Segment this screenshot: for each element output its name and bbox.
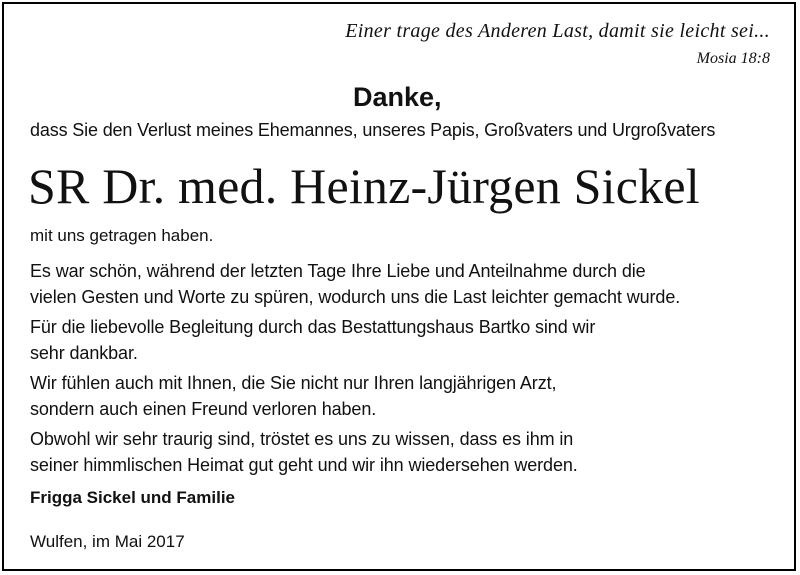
heading-thanks: Danke, [353, 82, 442, 112]
paragraph-gratitude [30, 258, 680, 310]
paragraph-line: seiner himmlischen Heimat gut geht und wir ihn wiedersehen werden. [30, 455, 578, 475]
motto-quote: Einer trage des Anderen Last, damit sie leicht sei... [345, 20, 770, 42]
paragraph-line: sehr dankbar. [30, 343, 138, 363]
paragraph-line: Obwohl wir sehr traurig sind, tröstet es uns zu wissen, dass es ihm in [30, 429, 574, 449]
place-date: Wulfen, im Mai 2017 [30, 532, 185, 551]
carried-line: mit uns getragen haben. [30, 226, 214, 245]
paragraph-funeral-home [30, 314, 595, 366]
paragraph-line: vielen Gesten und Worte zu spüren, wodurch uns die Last leichter gemacht wurde. [30, 287, 681, 307]
signature: Frigga Sickel und Familie [30, 488, 235, 507]
paragraph-consolation [30, 426, 578, 478]
subline-loss: dass Sie den Verlust meines Ehemannes, unseres Papis, Großvaters und Urgroßvaters [30, 120, 716, 140]
motto-source: Mosia 18:8 [696, 50, 770, 67]
deceased-name: SR Dr. med. Heinz-Jürgen Sickel [28, 158, 700, 214]
paragraph-line: Wir fühlen auch mit Ihnen, die Sie nicht nur Ihren langjährigen Arzt, [30, 373, 557, 393]
paragraph-patients [30, 370, 556, 422]
paragraph-line: Es war schön, während der letzten Tage Ihre Liebe und Anteilnahme durch die [30, 261, 646, 281]
paragraph-line: sondern auch einen Freund verloren haben. [30, 399, 377, 419]
paragraph-line: Für die liebevolle Begleitung durch das Bestattungshaus Bartko sind wir [30, 317, 596, 337]
